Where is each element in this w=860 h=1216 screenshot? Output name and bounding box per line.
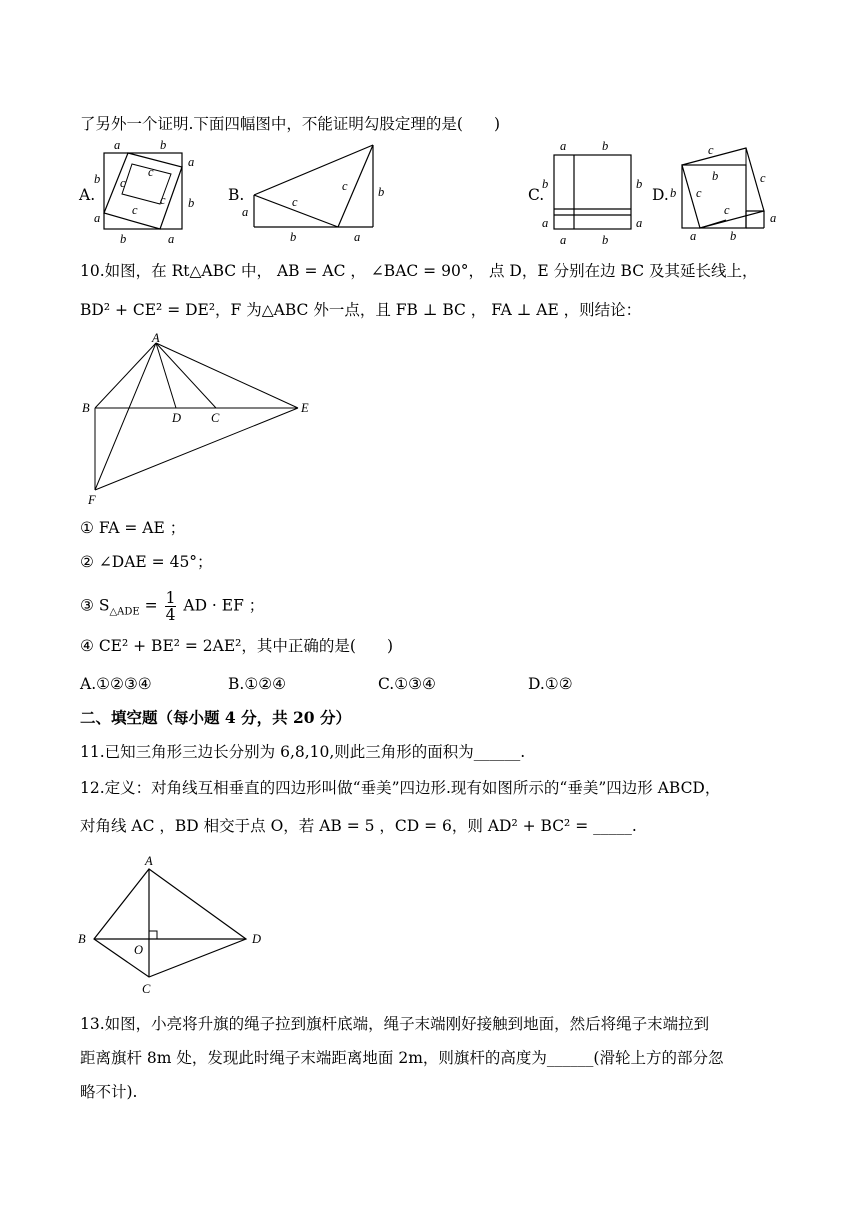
q9-figure-c (538, 138, 650, 248)
point-f-label: F (88, 493, 96, 507)
q13-line3: 略不计). (80, 1083, 138, 1101)
point-a-label: A (145, 854, 153, 868)
label-b: b (160, 138, 167, 152)
q9-option-b-label: B. (228, 186, 245, 204)
label-c: c (148, 165, 154, 179)
q10-conclusion-1: ① FA = AE ； (80, 519, 186, 537)
point-d-label: D (172, 411, 182, 425)
label-a: a (354, 230, 361, 244)
q12-quadrilateral-figure (74, 850, 274, 1000)
q10-conclusion-3: ③ $S_{\triangle ADE}$ = $\frac{1}{4}$ AD · EF ； (80, 589, 265, 624)
label-c: c (120, 176, 126, 190)
fraction-one-quarter: $\frac{1}{4}$ (165, 589, 176, 624)
point-b-label: B (82, 401, 90, 415)
label-c: c (132, 203, 138, 217)
label-c: c (292, 195, 298, 209)
label-b: b (378, 185, 385, 199)
q10-choice-d: D.①② (528, 675, 573, 693)
point-d-label: D (252, 932, 262, 946)
q10-conclusion-4: ④ CE² + BE² = 2AE²，其中正确的是( ) (80, 637, 393, 655)
label-c: c (708, 143, 714, 157)
point-b-label: B (78, 932, 86, 946)
label-c: c (342, 179, 348, 193)
label-b: b (542, 177, 549, 191)
q9-figure-d (668, 138, 788, 246)
point-a-label: A (152, 331, 160, 345)
point-c-label: C (211, 411, 220, 425)
label-c: c (760, 171, 766, 185)
q11-text: 11.已知三角形三边长分别为 6,8,10,则此三角形的面积为______. (80, 743, 526, 761)
q12-line1: 12.定义：对角线互相垂直的四边形叫做“垂美”四边形.现有如图所示的“垂美”四边形 ABCD， (80, 779, 721, 797)
label-b: b (602, 233, 609, 247)
label-b: b (636, 177, 643, 191)
label-a: a (168, 232, 175, 246)
label-a: a (770, 211, 777, 225)
q12-line2: 对角线 AC ，BD 相交于点 O，若 AB = 5 ，CD = 6，则 AD² + BC² = _____. (80, 817, 637, 835)
label-b: b (670, 186, 677, 200)
q9-option-c-label: C. (528, 186, 545, 204)
q10-choice-c: C.①③④ (378, 675, 436, 693)
label-c: c (724, 203, 730, 217)
label-b: b (712, 169, 719, 183)
section-heading: 二、填空题（每小题 4 分，共 20 分） (80, 708, 351, 727)
label-a: a (560, 139, 567, 153)
point-e-label: E (301, 401, 309, 415)
q10-line2: BD² + CE² = DE²，F 为△ABC 外一点，且 FB ⊥ BC ， FA ⊥ AE ，则结论： (80, 301, 642, 319)
q9-figure-a (92, 138, 204, 246)
label-a: a (188, 155, 195, 169)
label-a: a (690, 229, 697, 243)
q10-choice-a: A.①②③④ (80, 675, 152, 693)
label-c: c (696, 186, 702, 200)
label-b: b (94, 172, 101, 186)
label-a: a (560, 233, 567, 247)
label-b: b (730, 229, 737, 243)
q13-line2: 距离旗杆 8m 处，发现此时绳子末端距离地面 2m，则旗杆的高度为______(滑轮上方的部分忽 (80, 1049, 724, 1067)
point-c-label: C (142, 982, 151, 996)
label-a: a (636, 216, 643, 230)
q10-line1: 10.如图，在 Rt△ABC 中， AB = AC ， ∠BAC = 90°， 点 D，E 分别在边 BC 及其延长线上， (80, 262, 758, 280)
label-b: b (188, 196, 195, 210)
label-b: b (120, 232, 127, 246)
q9-stem: 了另外一个证明.下面四幅图中，不能证明勾股定理的是( ) (80, 115, 501, 133)
q13-line1: 13.如图，小亮将升旗的绳子拉到旗杆底端，绳子末端刚好接触到地面，然后将绳子末端拉到 (80, 1015, 710, 1033)
label-b: b (602, 139, 609, 153)
label-b: b (290, 230, 297, 244)
label-c: c (160, 193, 166, 207)
q10-geometry-figure (78, 330, 328, 510)
q9-option-d-label: D. (652, 186, 669, 204)
label-a: a (242, 205, 249, 219)
q10-conclusion-2: ② ∠DAE = 45°； (80, 553, 213, 571)
q9-figure-b (238, 138, 398, 246)
q9-option-a-label: A. (79, 186, 96, 204)
label-a: a (114, 138, 121, 152)
label-a: a (94, 211, 101, 225)
label-a: a (542, 216, 549, 230)
point-o-label: O (134, 943, 144, 957)
q10-choice-b: B.①②④ (228, 675, 287, 693)
